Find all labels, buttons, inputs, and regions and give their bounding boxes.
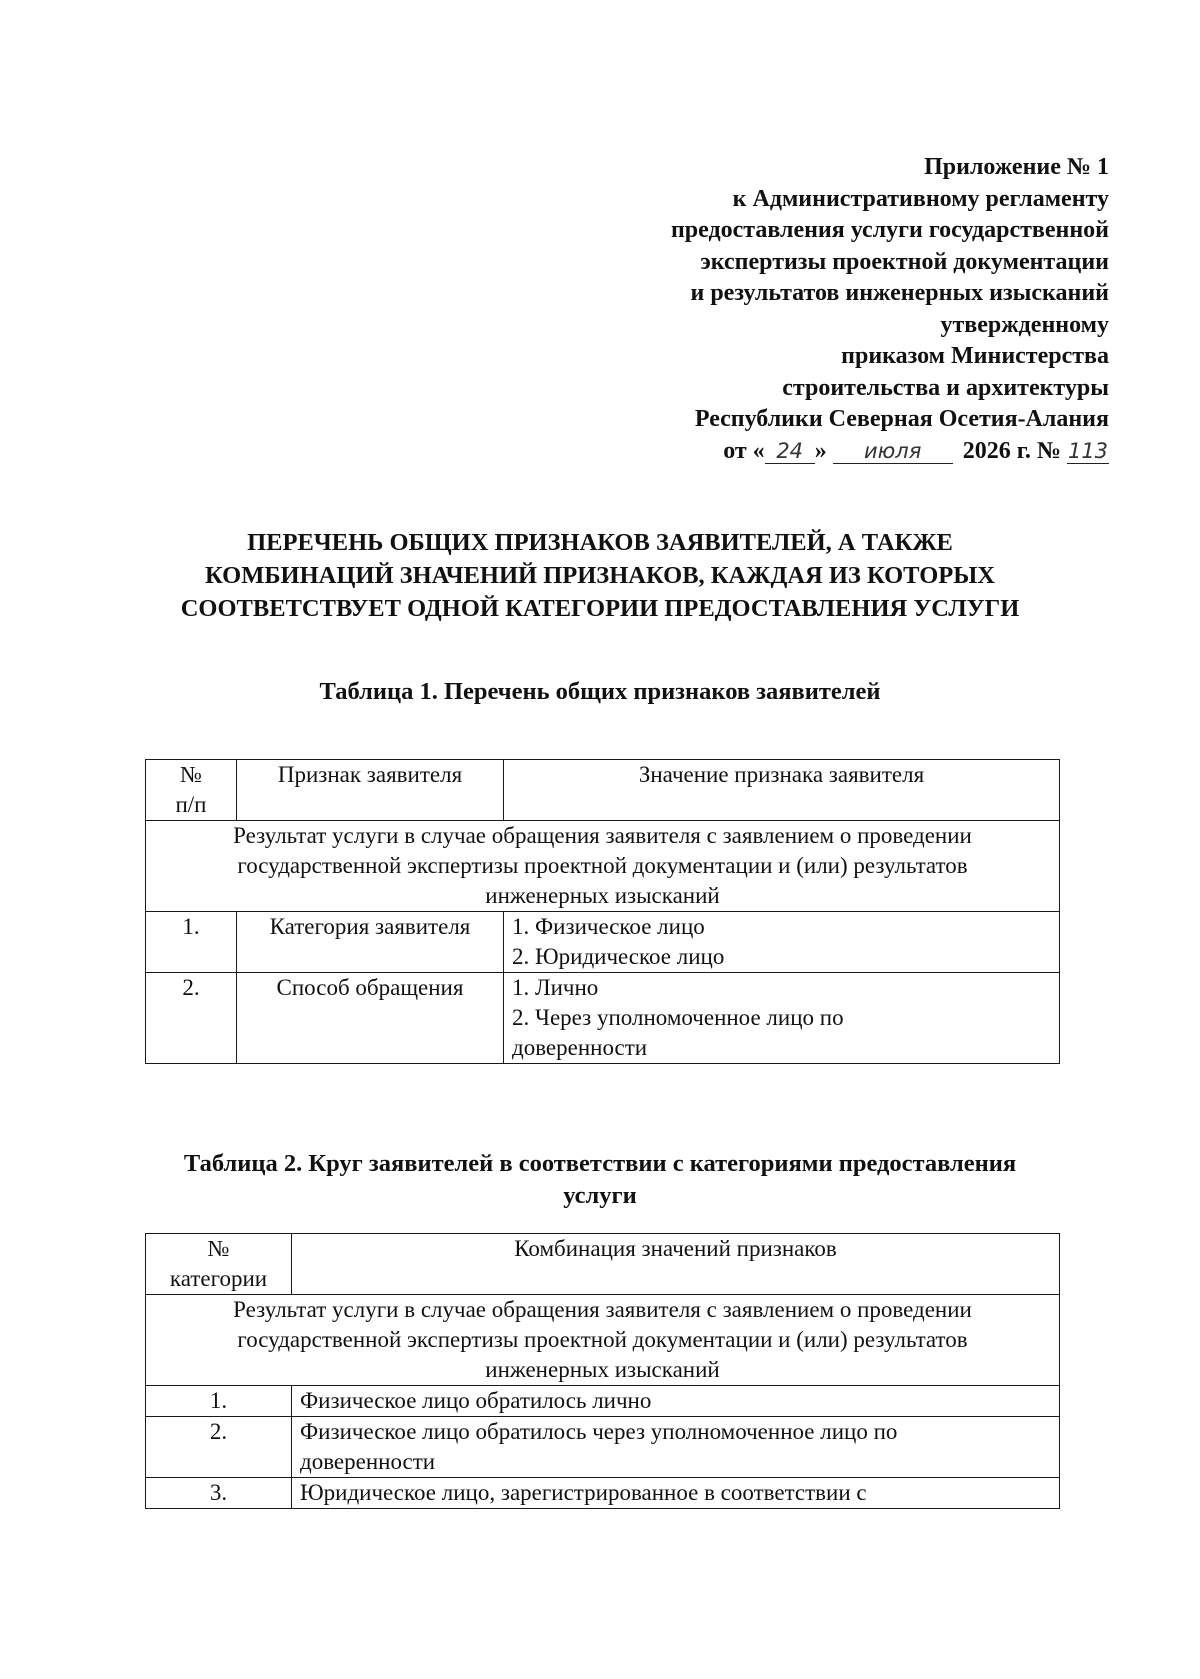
table2-section-cell (146, 1295, 1060, 1386)
table2-header-combo: Комбинация значений признаков (292, 1234, 1060, 1295)
section-line: инженерных изысканий (485, 1357, 720, 1382)
table1-header-num (146, 760, 237, 821)
header-num-line2: п/п (175, 792, 207, 817)
row-values (504, 973, 1060, 1064)
appendix-line: экспертизы проектной документации (700, 248, 1109, 275)
order-date-line (489, 436, 1109, 468)
row-attribute: Категория заявителя (237, 912, 504, 973)
row-combo (292, 1417, 1060, 1478)
section-line: инженерных изысканий (485, 883, 720, 908)
date-year-text: 2026 г. № (962, 437, 1061, 464)
title-line: ПЕРЕЧЕНЬ ОБЩИХ ПРИЗНАКОВ ЗАЯВИТЕЛЕЙ, А ТАКЖЕ (247, 529, 953, 556)
document-title (100, 526, 1100, 625)
table2-header-row (146, 1234, 1060, 1295)
combo-line: Юридическое лицо, зарегистрированное в соответствии с (300, 1480, 867, 1505)
value-line: доверенности (512, 1035, 648, 1060)
table1-header-attribute: Признак заявителя (237, 760, 504, 821)
section-line: Результат услуги в случае обращения заявителя с заявлением о проведении (233, 1297, 972, 1322)
appendix-line: Республики Северная Осетия-Алания (694, 406, 1109, 432)
appendix-line: утвержденному (940, 311, 1109, 338)
value-line: 1. Лично (512, 975, 599, 1000)
table-row (146, 973, 1060, 1064)
table1 (145, 759, 1060, 1064)
row-num: 2. (146, 973, 237, 1064)
table2 (145, 1233, 1060, 1509)
handwritten-day: 24 (765, 439, 815, 464)
combo-line: Физическое лицо обратилось лично (300, 1388, 652, 1413)
value-line: 2. Юридическое лицо (512, 944, 725, 969)
appendix-line: Приложение № 1 (924, 154, 1109, 180)
row-num: 1. (146, 912, 237, 973)
table2-header-num (146, 1234, 292, 1295)
table-row (146, 912, 1060, 973)
value-line: 1. Физическое лицо (512, 914, 705, 939)
header-num-line1: № (207, 1236, 230, 1261)
value-line: 2. Через уполномоченное лицо по (512, 1005, 844, 1030)
appendix-line: приказом Министерства (841, 343, 1109, 369)
table1-section-cell (146, 821, 1060, 912)
row-num: 1. (146, 1386, 292, 1417)
header-num-line2: категории (169, 1266, 268, 1291)
handwritten-month: июля (833, 439, 953, 464)
row-combo (292, 1386, 1060, 1417)
row-values (504, 912, 1060, 973)
table2-caption (100, 1148, 1100, 1212)
combo-line: доверенности (300, 1449, 436, 1474)
table1-caption (100, 676, 1100, 708)
table2-section-row (146, 1295, 1060, 1386)
table1-header-value: Значение признака заявителя (504, 760, 1060, 821)
appendix-block (489, 152, 1109, 467)
appendix-line: строительства и архитектуры (782, 374, 1109, 401)
handwritten-order-number: 113 (1067, 438, 1109, 463)
date-prefix: от « (723, 437, 765, 464)
title-line: СООТВЕТСТВУЕТ ОДНОЙ КАТЕГОРИИ ПРЕДОСТАВЛЕНИЯ УСЛУГИ (180, 595, 1020, 622)
table-row (146, 1417, 1060, 1478)
appendix-line: предоставления услуги государственной (670, 217, 1109, 243)
table-row (146, 1478, 1060, 1509)
title-line: КОМБИНАЦИЙ ЗНАЧЕНИЙ ПРИЗНАКОВ, КАЖДАЯ ИЗ КОТОРЫХ (205, 562, 995, 589)
section-line: государственной экспертизы проектной документации и (или) результатов (237, 1327, 968, 1352)
table1-section-row (146, 821, 1060, 912)
combo-line: Физическое лицо обратилось через уполномоченное лицо по (300, 1419, 898, 1444)
table2-caption-line: услуги (563, 1182, 637, 1209)
table1-header-row (146, 760, 1060, 821)
row-combo (292, 1478, 1060, 1509)
section-line: государственной экспертизы проектной документации и (или) результатов (237, 853, 968, 878)
table1-caption-text: Таблица 1. Перечень общих признаков заявителей (319, 678, 881, 705)
appendix-line: к Административному регламенту (732, 185, 1109, 212)
header-num-line1: № (180, 762, 202, 787)
row-num: 3. (146, 1478, 292, 1509)
table2-caption-line: Таблица 2. Круг заявителей в соответствии с категориями предоставления (183, 1150, 1017, 1177)
row-num: 2. (146, 1417, 292, 1478)
appendix-line: и результатов инженерных изысканий (690, 280, 1109, 306)
row-attribute: Способ обращения (237, 973, 504, 1064)
table-row (146, 1386, 1060, 1417)
date-quote-close: » (814, 437, 827, 464)
section-line: Результат услуги в случае обращения заявителя с заявлением о проведении (233, 823, 972, 848)
